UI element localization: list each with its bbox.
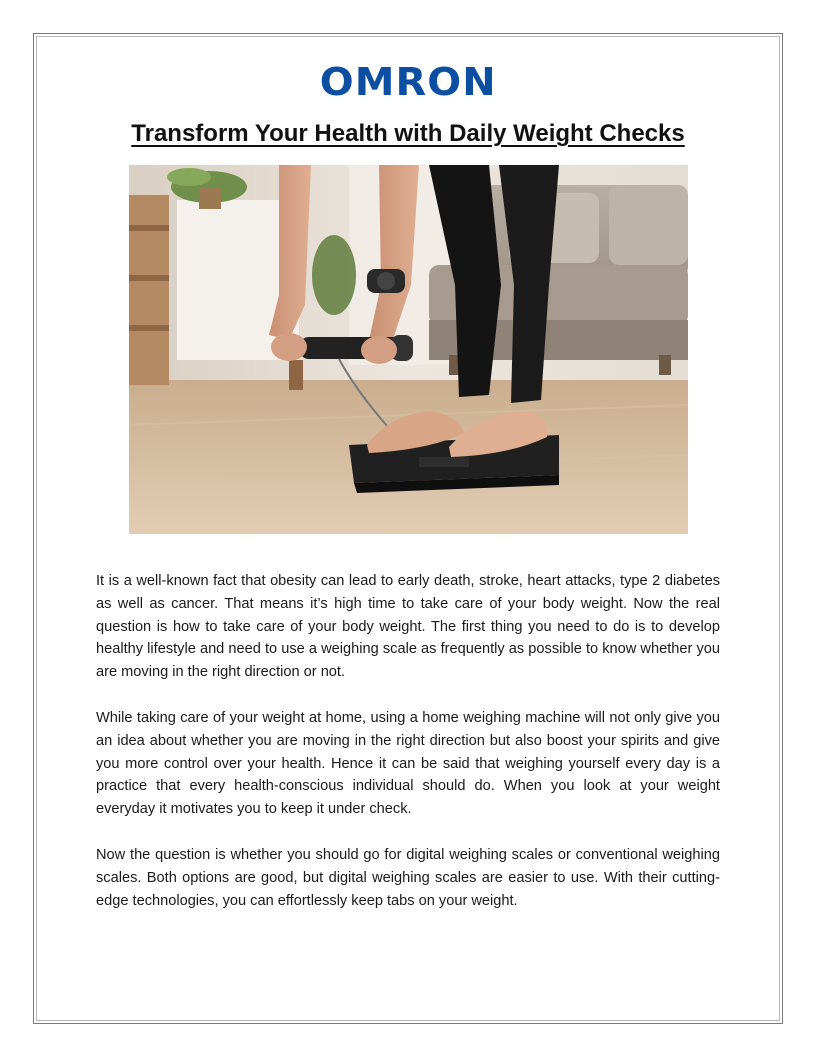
logo-wordmark: OMRON <box>319 60 497 104</box>
page-title: Transform Your Health with Daily Weight Checks <box>131 120 685 147</box>
scale-photo-illustration <box>129 165 688 534</box>
omron-logo <box>0 60 816 104</box>
paragraph-2: While taking care of your weight at home, using a home weighing machine will not only give you an idea about whether you are moving in the right direction but also boost your spirits and give you more control over your health. Hence it can be said that weighing yourself every day is a practice that every health-conscious individual should do. When you look at your weight everyday it motivates you to keep it under check. <box>96 709 720 818</box>
hero-photo <box>129 165 688 534</box>
article-body <box>96 570 720 935</box>
paragraph-3: Now the question is whether you should go for digital weighing scales or conventional weighing scales. Both options are good, but digital weighing scales are easier to use. With their cutting-edge technologies, you can effortlessly keep tabs on your weight. <box>96 846 720 909</box>
paragraph-1: It is a well-known fact that obesity can lead to early death, stroke, heart attacks, type 2 diabetes as well as cancer. That means it’s high time to take care of your body weight. Now the real question is how to take care of your body weight. The first thing you need to do is to develop healthy lifestyle and need to use a weighing scale as frequently as possible to know whether you are moving in the right direction or not. <box>96 573 720 681</box>
